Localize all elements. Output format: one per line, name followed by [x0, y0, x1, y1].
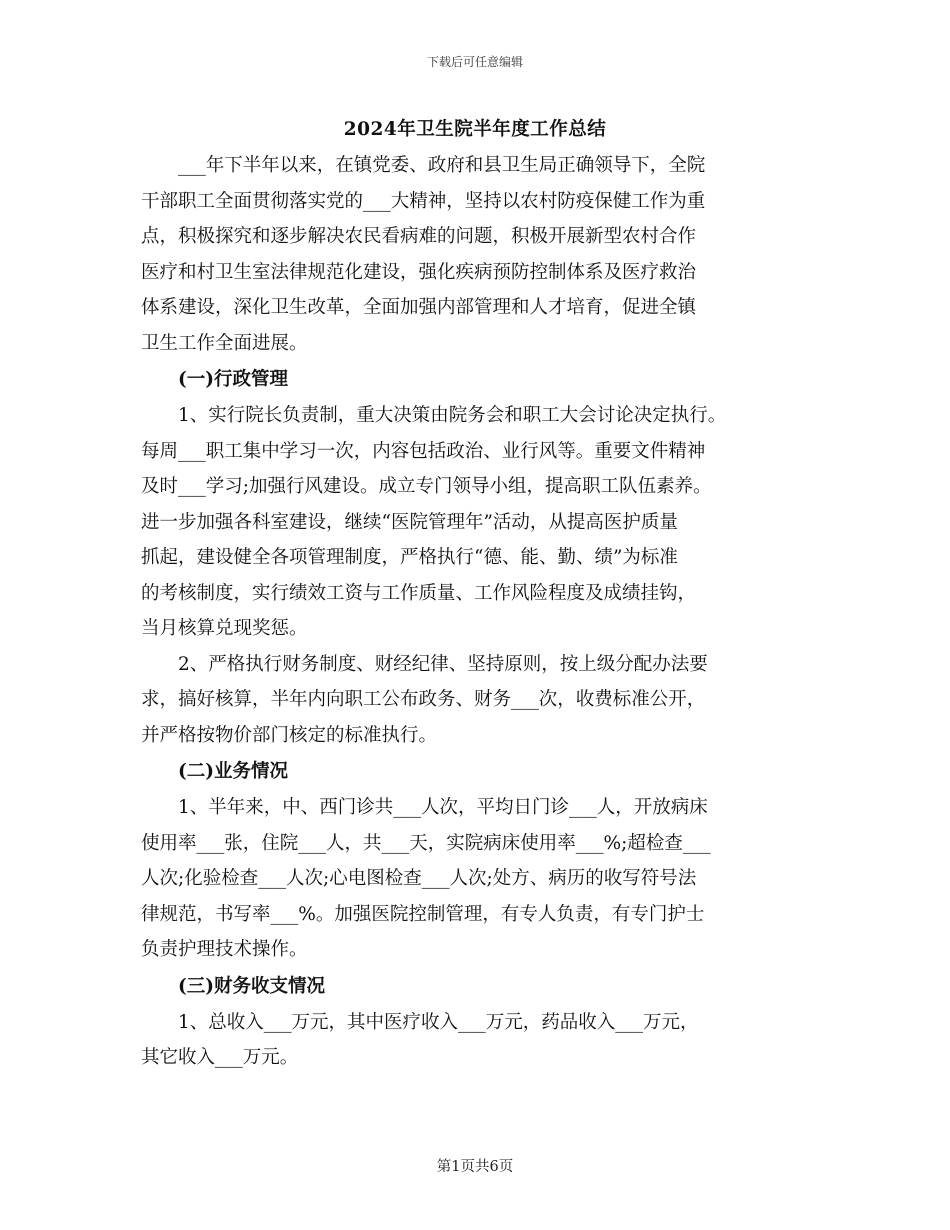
text-line: 每周___职工集中学习一次，内容包括政治、业行风等。重要文件精神 [141, 440, 706, 462]
text-line: 体系建设，深化卫生改革，全面加强内部管理和人才培育，促进全镇 [141, 297, 697, 318]
text-line: 及时___学习;加强行风建设。成立专门领导小组，提高职工队伍素养。 [141, 476, 712, 497]
header-note: 下载后可任意编辑 [426, 55, 523, 69]
finance-paragraph-1 [141, 1005, 831, 1076]
text-line: 1、总收入___万元，其中医疗收入___万元，药品收入___万元， [178, 1011, 699, 1033]
text-line: 医疗和村卫生室法律规范化建设，强化疾病预防控制体系及医疗救治 [141, 261, 697, 283]
text-line: 并严格按物价部门核定的标准执行。 [141, 724, 438, 746]
text-line: 抓起，建设健全各项管理制度，严格执行“德、能、勤、绩”为标准 [141, 547, 678, 568]
text-line: 卫生工作全面进展。 [141, 332, 308, 354]
intro-paragraph [141, 148, 831, 361]
text-line: 负责护理技术操作。 [141, 939, 308, 960]
text-line: ___年下半年以来，在镇党委、政府和县卫生局正确领导下，全院 [178, 155, 706, 176]
text-line: 其它收入___万元。 [141, 1047, 299, 1068]
administration-paragraph-2 [141, 647, 831, 754]
section-heading-administration: (一)行政管理 [178, 369, 289, 390]
administration-paragraph-1 [141, 398, 831, 647]
text-line: 1、实行院长负责制，重大决策由院务会和职工大会讨论决定执行。 [178, 405, 727, 426]
text-line: 人次;化验检查___人次;心电图检查___人次;处方、病历的收写符号法 [141, 868, 697, 889]
text-line: 2、严格执行财务制度、财经纪律、坚持原则，按上级分配办法要 [178, 653, 708, 675]
business-paragraph-1 [141, 790, 831, 968]
document-body [141, 148, 831, 1076]
page-number-footer: 第1页共6页 [436, 1159, 514, 1175]
section-heading-business: (二)业务情况 [178, 761, 289, 782]
text-line: 的考核制度，实行绩效工资与工作质量、工作风险程度及成绩挂钩， [141, 582, 697, 604]
text-line: 求，搞好核算，半年内向职工公布政务、财务___次，收费标准公开， [141, 689, 706, 710]
text-line: 当月核算兑现奖惩。 [141, 618, 308, 639]
document-title: 2024年卫生院半年度工作总结 [343, 119, 607, 140]
text-line: 1、半年来，中、西门诊共___人次，平均日门诊___人，开放病床 [178, 797, 708, 818]
text-line: 进一步加强各科室建设，继续“医院管理年”活动，从提高医护质量 [141, 511, 678, 533]
text-line: 使用率___张，住院___人，共___天，实院病床使用率___%;超检查___ [141, 832, 711, 854]
text-line: 点，积极探究和逐步解决农民看病难的问题，积极开展新型农村合作 [141, 226, 697, 247]
text-line: 律规范，书写率___%。加强医院控制管理，有专人负责，有专门护士 [141, 903, 705, 925]
text-line: 干部职工全面贯彻落实党的___大精神，坚持以农村防疫保健工作为重 [141, 190, 706, 212]
section-heading-finance: (三)财务收支情况 [178, 975, 326, 997]
